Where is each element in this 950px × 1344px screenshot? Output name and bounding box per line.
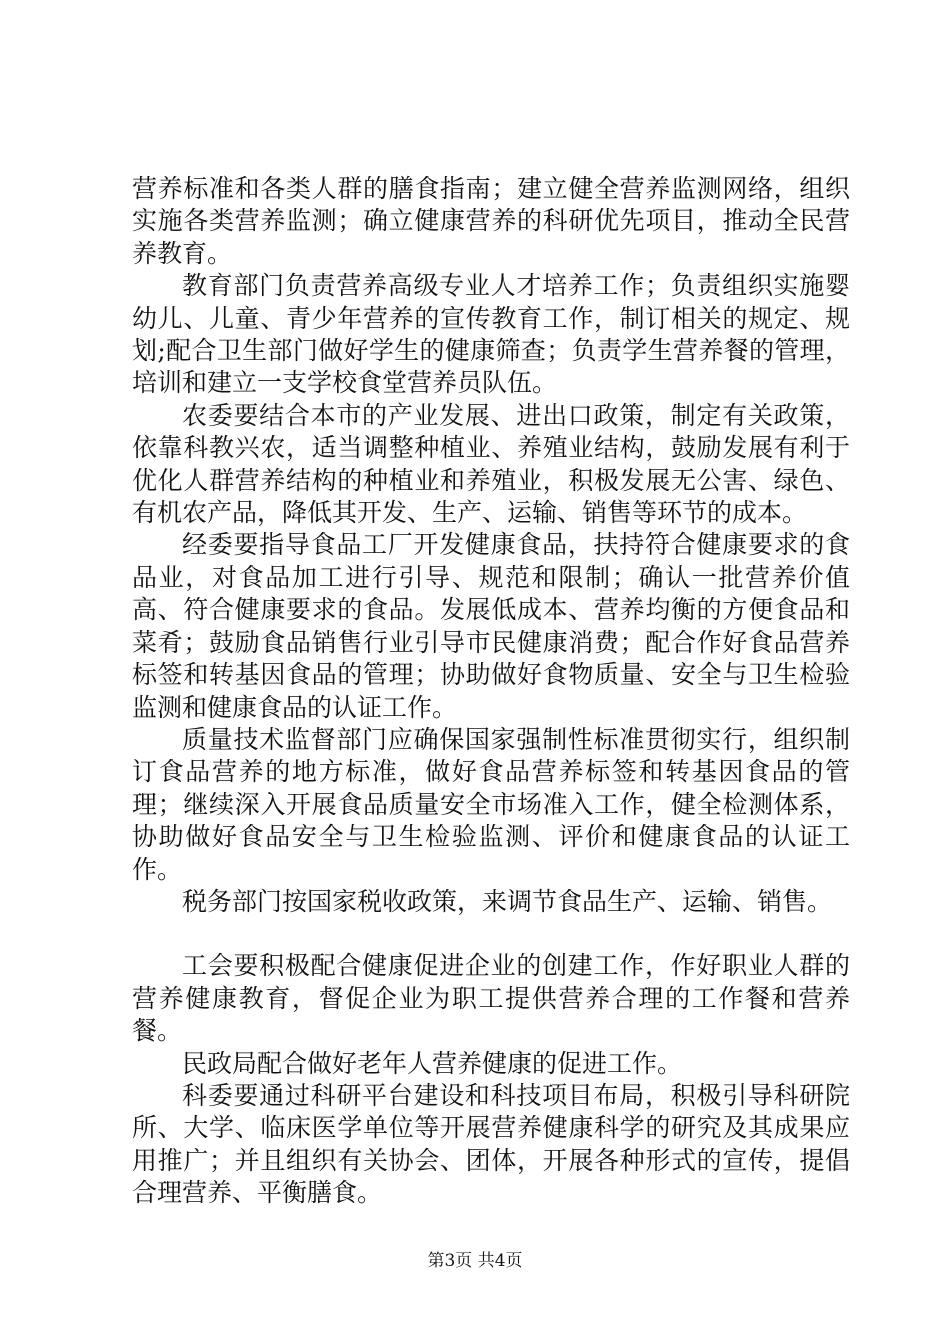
- paragraph-spacer: [132, 918, 850, 950]
- paragraph-science-committee: 科委要通过科研平台建设和科技项目布局，积极引导科研院所、大学、临床医学单位等开展营养健康科学的研究及其成果应用推广；并且组织有关协会、团体，开展各种形式的宣传，提倡合理营养、平衡膳食。: [132, 1080, 850, 1208]
- paragraph-agriculture-committee: 农委要结合本市的产业发展、进出口政策，制定有关政策，依靠科教兴农，适当调整种植业、养殖业结构，鼓励发展有利于优化人群营养结构的种植业和养殖业，积极发展无公害、绿色、有机农产品，降低其开发、生产、运输、销售等环节的成本。: [132, 400, 850, 528]
- paragraph-nutrition-standards: 营养标准和各类人群的膳食指南；建立健全营养监测网络，组织实施各类营养监测；确立健康营养的科研优先项目，推动全民营养教育。: [132, 174, 850, 268]
- paragraph-quality-supervision: 质量技术监督部门应确保国家强制性标准贯彻实行，组织制订食品营养的地方标准，做好食品营养标签和转基因食品的管理；继续深入开展食品质量安全市场准入工作，健全检测体系，协助做好食品安全与卫生检验监测、评价和健康食品的认证工作。: [132, 724, 850, 884]
- page-footer: 第3页 共4页: [427, 1251, 523, 1271]
- document-body: [132, 173, 850, 1210]
- paragraph-tax-department: 税务部门按国家税收政策，来调节食品生产、运输、销售。: [182, 886, 833, 916]
- paragraph-economic-committee: 经委要指导食品工厂开发健康食品，扶持符合健康要求的食品业，对食品加工进行引导、规范和限制；确认一批营养价值高、符合健康要求的食品。发展低成本、营养均衡的方便食品和菜肴；鼓励食品销售行业引导市民健康消费；配合作好食品营养标签和转基因食品的管理；协助做好食物质量、安全与卫生检验监测和健康食品的认证工作。: [132, 530, 850, 722]
- paragraph-civil-affairs: 民政局配合做好老年人营养健康的促进工作。: [182, 1048, 683, 1078]
- paragraph-education-department: 教育部门负责营养高级专业人才培养工作；负责组织实施婴幼儿、儿童、青少年营养的宣传教育工作，制订相关的规定、规划;配合卫生部门做好学生的健康筛查；负责学生营养餐的管理，培训和建立一支学校食堂营养员队伍。: [132, 271, 850, 398]
- paragraph-trade-union: 工会要积极配合健康促进企业的创建工作，作好职业人群的营养健康教育，督促企业为职工提供营养合理的工作餐和营养餐。: [132, 951, 850, 1046]
